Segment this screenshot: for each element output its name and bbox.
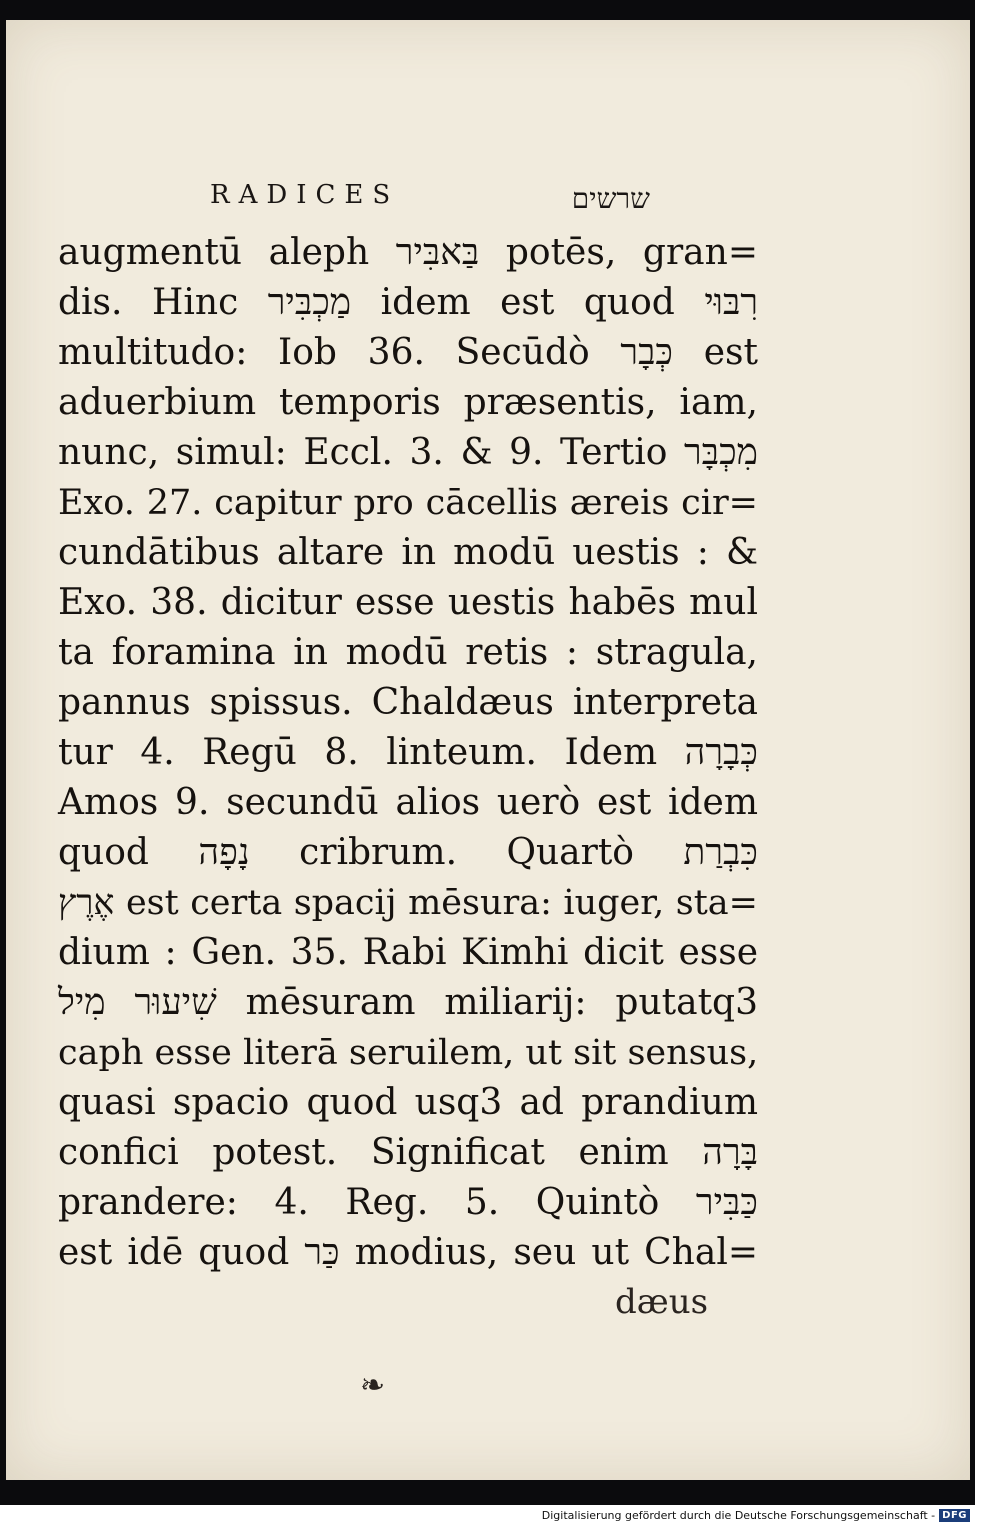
fleuron-ornament: ❧ <box>360 1368 386 1403</box>
text-line: prandere: 4. Reg. 5. Quintò כַּבִּיר <box>58 1182 758 1223</box>
text-line: שִׁיעוּר מִיל mēsuram miliarij: putatq3 <box>58 982 758 1023</box>
text-line: nunc, simul: Eccl. 3. & 9. Tertio מִכְבָּר <box>58 432 758 473</box>
text-line: est idē quod כַּר modius, seu ut Chal= <box>58 1232 758 1273</box>
text-line: confici potest. Significat enim בָּרָה <box>58 1132 758 1173</box>
text-line: Exo. 38. dicitur esse uestis habēs mul <box>58 582 758 623</box>
text-line: Exo. 27. capitur pro cācellis æreis cir= <box>58 483 758 523</box>
text-line: quasi spacio quod usq3 ad prandium <box>58 1082 758 1123</box>
text-line: augmentū aleph בַּאבִּיר potēs, gran= <box>58 232 758 273</box>
catchword: dæus <box>615 1282 709 1322</box>
text-line: cundātibus altare in modū uestis : & <box>58 532 758 573</box>
body-text <box>58 228 758 1278</box>
text-line: אֶרֶץ est certa spacij mēsura: iuger, sta= <box>58 883 758 923</box>
text-line: pannus spissus. Chaldæus interpreta <box>58 682 758 723</box>
running-head <box>210 180 650 220</box>
text-line: aduerbium temporis præsentis, iam, <box>58 382 758 423</box>
text-line: Amos 9. secundū alios uerò est idem <box>58 782 758 823</box>
text-line: multitudo: Iob 36. Secūdò כְּבָר est <box>58 332 758 373</box>
running-head-latin: RADICES <box>210 180 400 210</box>
text-line: tur 4. Regū 8. linteum. Idem כְּבָרָה <box>58 732 758 773</box>
text-line: dis. Hinc מַכְבִּיר idem est quod רִבּוּי <box>58 282 758 323</box>
text-line: ta foramina in modū retis : stragula, <box>58 632 758 673</box>
text-line: dium : Gen. 35. Rabi Kimhi dicit esse <box>58 932 758 973</box>
running-head-hebrew: שרשים <box>571 182 650 215</box>
dfg-logo-icon: DFG <box>939 1509 970 1522</box>
text-line: caph esse literā seruilem, ut sit sensus, <box>58 1033 759 1073</box>
text-line: quod נָפָה cribrum. Quartò כִּבְרַת <box>58 832 758 873</box>
credit-text: Digitalisierung gefördert durch die Deutsche Forschungsgemeinschaft - <box>541 1509 936 1522</box>
digitization-credit <box>542 1509 970 1522</box>
